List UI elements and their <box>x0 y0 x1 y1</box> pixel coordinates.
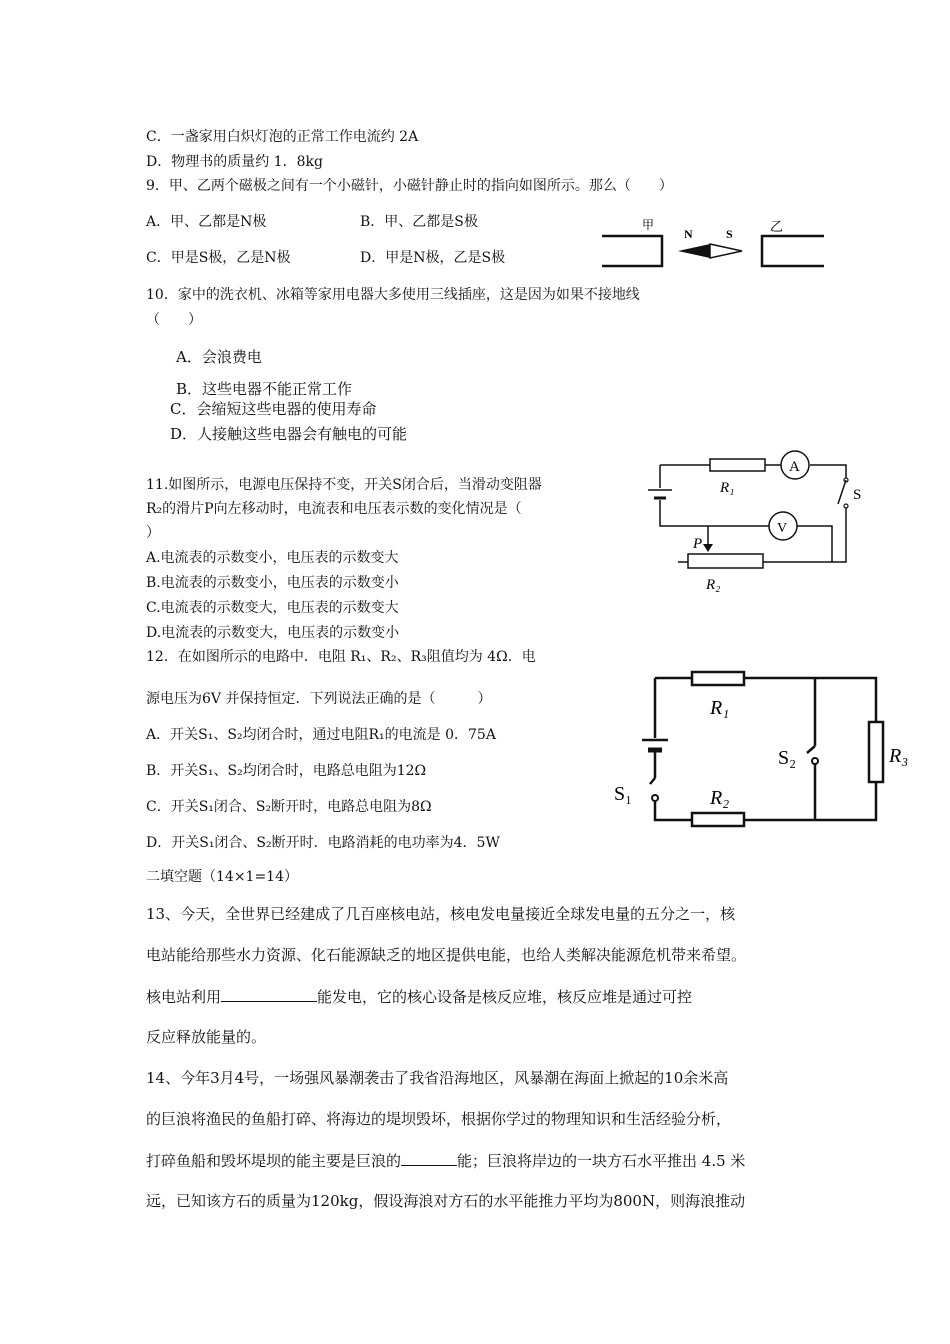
slider-arrow <box>703 544 713 552</box>
resistor-r3 <box>869 722 883 782</box>
q9-option-a: A．甲、乙都是N极 <box>146 214 267 230</box>
q11-option-b: B.电流表的示数变小，电压表的示数变小 <box>146 575 399 591</box>
q10-option-a: A．会浪费电 <box>176 348 262 366</box>
q9-option-b: B．甲、乙都是S极 <box>360 214 478 230</box>
q12-option-d: D．开关S₁闭合、S₂断开时．电路消耗的电功率为4．5W <box>146 835 500 851</box>
q12-stem-line1: 12．在如图所示的电路中．电阻 R₁、R₂、R₃阻值均为 4Ω．电 <box>146 649 536 665</box>
q14-line1: 14、今年3月4号，一场强风暴潮袭击了我省沿海地区，风暴潮在海面上掀起的10余米高 <box>146 1069 729 1087</box>
q13-line3 <box>146 987 692 1006</box>
r2-label: R₂ <box>710 787 730 809</box>
q11-stem-line1: 11.如图所示，电源电压保持不变，开关S闭合后，当滑动变阻器 <box>146 477 542 493</box>
q11-option-c: C.电流表的示数变大，电压表的示数变大 <box>146 600 399 616</box>
resistor-r1 <box>710 459 765 471</box>
switch-s <box>838 480 846 504</box>
q13-line4: 反应释放能量的。 <box>146 1028 267 1046</box>
q13-line1: 13、今天，全世界已经建成了几百座核电站，核电发电量接近全球发电量的五分之一，核 <box>146 905 736 923</box>
s1-label: S₁ <box>614 783 633 805</box>
q9-stem: 9．甲、乙两个磁极之间有一个小磁针，小磁针静止时的指向如图所示。那么（ ） <box>146 178 673 194</box>
q9-option-d: D．甲是N极，乙是S极 <box>360 250 506 266</box>
switch-s1 <box>650 778 655 784</box>
needle-north-end <box>678 244 710 258</box>
q14-line3-before: 打碎鱼船和毁坏堤坝的能主要是巨浪的 <box>146 1152 402 1170</box>
q10-stem: 10．家中的洗衣机、冰箱等家用电器大多使用三线插座，这是因为如果不接地线 <box>146 287 640 303</box>
q13-answer-blank-1[interactable] <box>221 987 317 1002</box>
q8-option-c: C．一盏家用白炽灯泡的正常工作电流约 2A <box>146 129 419 145</box>
magnet-right-pole <box>762 236 824 266</box>
q11-option-d: D.电流表的示数变大，电压表的示数变小 <box>146 625 400 641</box>
q10-option-c: C．会缩短这些电器的使用寿命 <box>170 400 377 418</box>
r1-label: R₁ <box>710 697 730 719</box>
magnet-left-label: 甲 <box>642 218 655 232</box>
q10-option-b: B．这些电器不能正常工作 <box>176 380 353 398</box>
ammeter-label: A <box>789 459 800 475</box>
r1-label: R₁ <box>720 480 735 496</box>
q8-option-d: D．物理书的质量约 1．8kg <box>146 154 323 170</box>
rheostat-r2 <box>688 554 763 568</box>
q12-stem-line2: 源电压为6V 并保持恒定．下列说法正确的是（ ） <box>146 691 492 707</box>
q12-option-c: C．开关S₁闭合、S₂断开时，电路总电阻为8Ω <box>146 799 432 815</box>
q14-answer-blank-1[interactable] <box>401 1151 457 1166</box>
section-2-heading: 二填空题（14×1=14） <box>146 869 298 885</box>
q11-option-a: A.电流表的示数变小，电压表的示数变大 <box>146 550 399 566</box>
switch-s2 <box>807 746 815 753</box>
needle-south-end <box>710 244 742 258</box>
q13-line3-before: 核电站利用 <box>146 988 222 1006</box>
q9-option-c: C．甲是S极，乙是N极 <box>146 250 291 266</box>
q14-line3 <box>146 1151 745 1170</box>
needle-s-label: S <box>726 227 733 241</box>
q10-paren: （ ） <box>146 312 202 328</box>
voltmeter-label: V <box>777 521 788 536</box>
q11-stem-line3: ） <box>146 525 160 541</box>
r2-label: R₂ <box>706 577 721 593</box>
q11-stem-line2: R₂的滑片P向左移动时，电流表和电压表示数的变化情况是（ <box>146 501 522 517</box>
resistor-r1 <box>692 672 744 685</box>
q13-line3-after: 能发电，它的核心设备是核反应堆，核反应堆是通过可控 <box>317 988 693 1006</box>
q13-line2: 电站能给那些水力资源、化石能源缺乏的地区提供电能，也给人类解决能源危机带来希望。 <box>146 946 747 964</box>
q11-circuit-diagram <box>650 450 870 595</box>
switch-label: S <box>853 487 862 503</box>
resistor-r2 <box>692 813 744 826</box>
magnet-right-label: 乙 <box>770 219 784 234</box>
q14-line2: 的巨浪将渔民的鱼船打碎、将海边的堤坝毁坏，根据你学过的物理知识和生活经验分析， <box>146 1110 732 1128</box>
q14-line4: 远，已知该方石的质量为120kg，假设海浪对方石的水平能推力平均为800N，则海浪推动 <box>146 1192 746 1210</box>
q12-option-a: A．开关S₁、S₂均闭合时，通过电阻R₁的电流是 0．75A <box>146 727 496 743</box>
q10-option-d: D．人接触这些电器会有触电的可能 <box>170 425 408 443</box>
magnet-left-pole <box>602 236 662 266</box>
slider-label: P <box>693 536 703 552</box>
needle-n-label: N <box>684 227 693 241</box>
magnet-figure <box>598 216 828 276</box>
q14-line3-after: 能；巨浪将岸边的一块方石水平推出 4.5 米 <box>457 1152 746 1170</box>
q12-option-b: B．开关S₁、S₂均闭合时，电路总电阻为12Ω <box>146 763 427 779</box>
r3-label: R₃ <box>889 745 909 767</box>
q12-circuit-diagram <box>610 660 910 830</box>
s2-label: S₂ <box>778 747 797 769</box>
